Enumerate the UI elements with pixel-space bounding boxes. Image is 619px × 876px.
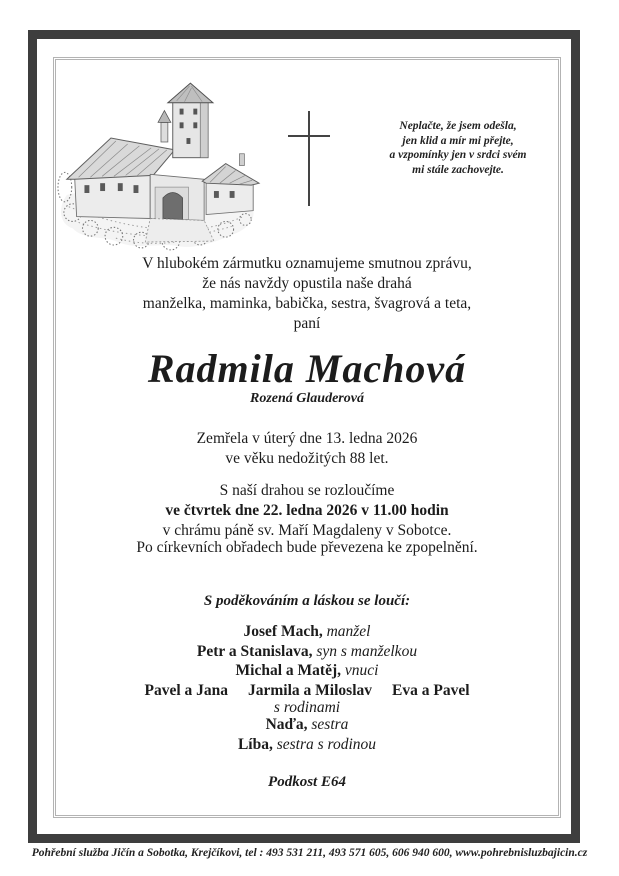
- mourner-line: [53, 622, 561, 642]
- mourner-line: [53, 735, 561, 755]
- mourner-name: Petr a Stanislava,: [196, 642, 313, 660]
- mourner-relation: manžel: [326, 623, 371, 640]
- mourner-line: [53, 661, 561, 681]
- mourner-name: Naďa,: [265, 716, 308, 733]
- family-name: Eva a Pavel: [392, 681, 470, 699]
- ceremony-place-line: v chrámu páně sv. Maří Magdaleny v Sobotce.: [162, 522, 452, 539]
- mourner-line: [53, 715, 561, 735]
- epitaph-line: Neplačte, že jsem odešla,: [399, 120, 517, 132]
- memorial-cross-icon: [283, 107, 335, 211]
- maiden-name: Rozená Glauderová: [250, 391, 364, 406]
- farewell-heading: S poděkováním a láskou se loučí:: [203, 593, 411, 609]
- family-name: Jarmila a Miloslav: [248, 681, 373, 699]
- epitaph-line: mi stále zachovejte.: [412, 163, 504, 176]
- death-info: [53, 429, 561, 469]
- mourner-relation: sestra: [311, 716, 349, 733]
- announcement-card: [53, 57, 561, 818]
- mourners-list: [53, 622, 561, 754]
- announcement-line: paní: [293, 315, 321, 332]
- announcement-text: [53, 254, 561, 334]
- death-age-line: ve věku nedožitých 88 let.: [225, 450, 389, 467]
- death-date-line: Zemřela v úterý dne 13. ledna 2026: [196, 430, 418, 447]
- cremation-note: Po církevních obřadech bude převezena ke zpopelnění.: [136, 539, 478, 556]
- ceremony-intro-line: S naší drahou se rozloučíme: [219, 482, 395, 499]
- home-address: Podkost E64: [268, 774, 346, 790]
- mourner-relation: vnuci: [344, 662, 379, 679]
- mourner-relation: syn s manželkou: [316, 642, 418, 660]
- castle-illustration: [57, 81, 263, 253]
- funeral-service-footer: Pohřební služba Jičín a Sobotka, Krejčíkovi, tel : 493 531 211, 493 571 605, 606 940 600, www.pohrebnisluzbajicin.cz: [31, 847, 588, 859]
- mourner-relation: sestra s rodinou: [276, 735, 377, 753]
- mourner-name: Josef Mach,: [243, 623, 323, 640]
- announcement-line: V hlubokém zármutku oznamujeme smutnou zprávu,: [142, 255, 472, 272]
- announcement-line: že nás navždy opustila naše drahá: [202, 275, 412, 292]
- families-suffix: s rodinami: [273, 699, 341, 716]
- epitaph-line: jen klid a mír mi přejte,: [402, 134, 514, 147]
- mourner-line: [53, 642, 561, 662]
- families-row: [53, 681, 561, 701]
- deceased-name: Radmila Machová: [147, 346, 467, 391]
- epitaph-line: a vzpomínky jen v srdci svém: [389, 149, 527, 161]
- family-name: Pavel a Jana: [144, 681, 229, 699]
- ceremony-info: [53, 481, 561, 541]
- ceremony-date-line: ve čtvrtek dne 22. ledna 2026 v 11.00 hodin: [165, 502, 449, 519]
- epitaph-verse: [358, 119, 558, 177]
- mourner-name: Líba,: [237, 735, 273, 753]
- announcement-line: manželka, maminka, babička, sestra, švagrová a teta,: [142, 295, 472, 312]
- mourner-name: Michal a Matěj,: [235, 662, 341, 679]
